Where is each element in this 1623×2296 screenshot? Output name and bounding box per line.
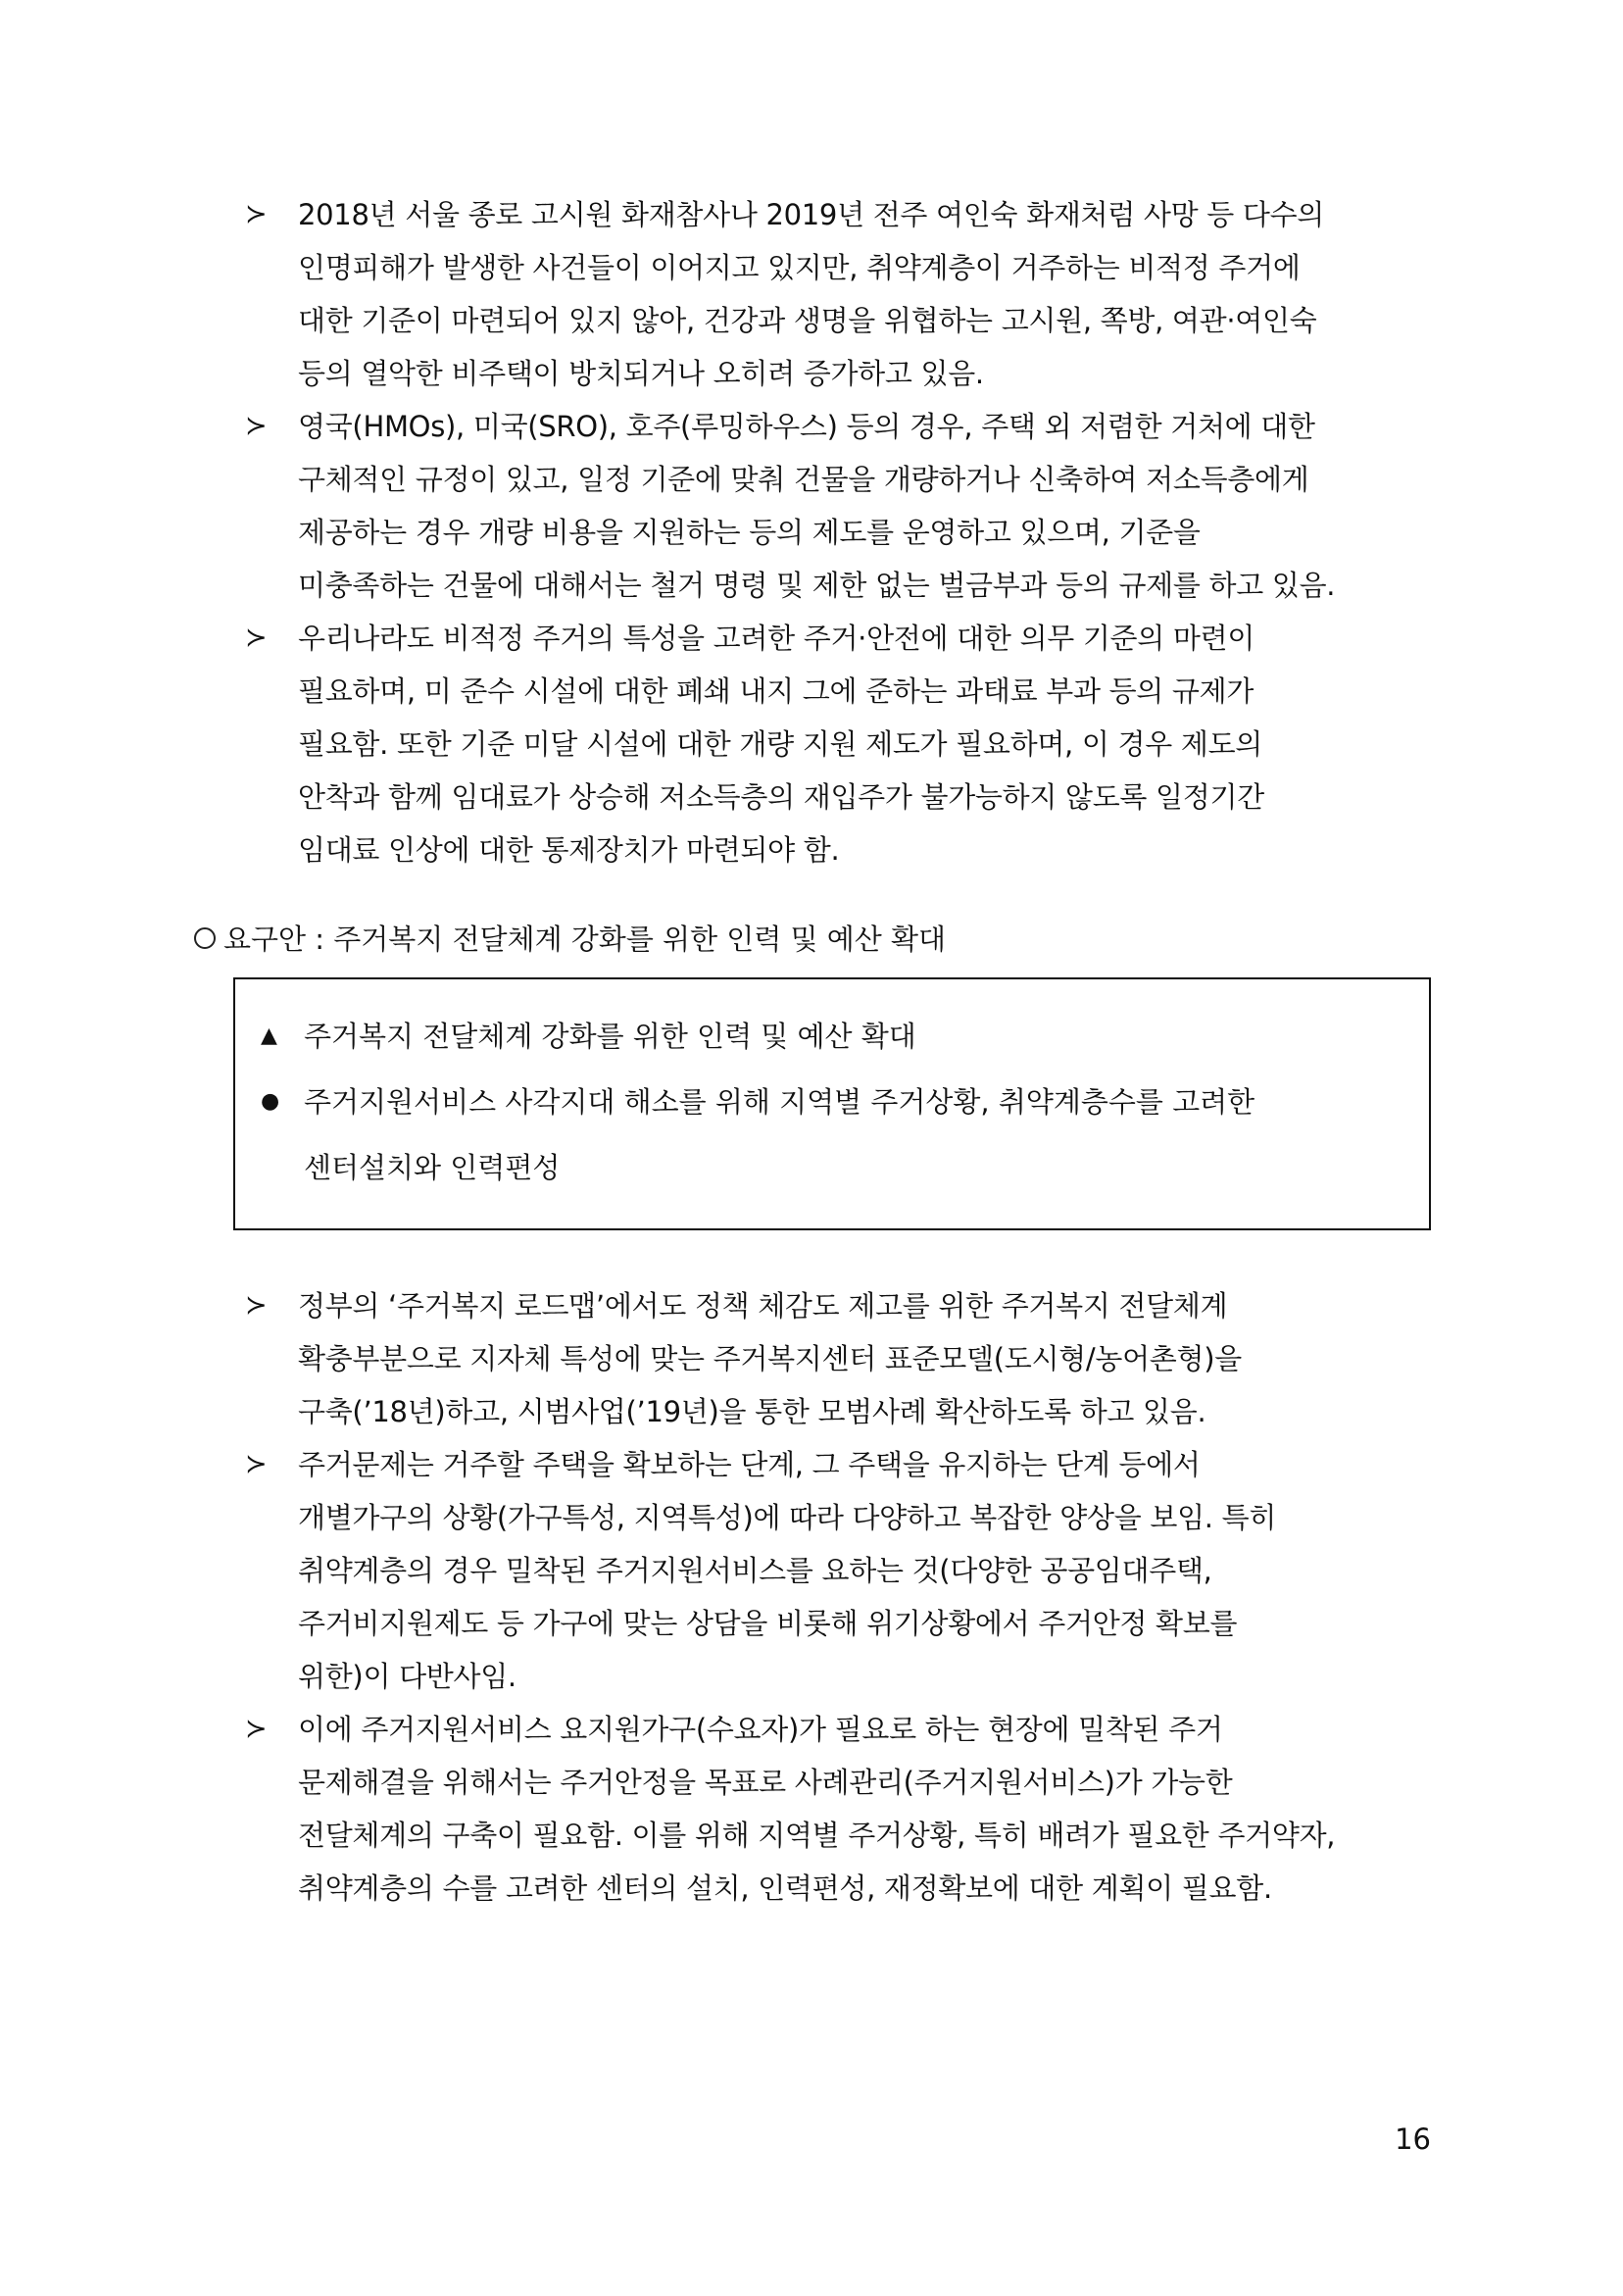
bullet-line: 안착과 함께 임대료가 상승해 저소득층의 재입주가 불가능하지 않도록 일정기간 bbox=[298, 780, 1264, 814]
bullet-line: 우리나라도 비적정 주거의 특성을 고려한 주거·안전에 대한 의무 기준의 마련이 bbox=[298, 622, 1255, 655]
bullet-item bbox=[245, 612, 1451, 876]
box-text: 센터설치와 인력편성 bbox=[304, 1151, 561, 1184]
bullet-item bbox=[245, 1279, 1451, 1438]
arrow-bullet-icon: ≻ bbox=[245, 623, 268, 653]
bullet-line: 제공하는 경우 개량 비용을 지원하는 등의 제도를 운영하고 있으며, 기준을 bbox=[298, 516, 1201, 549]
arrow-bullet-icon: ≻ bbox=[245, 1714, 268, 1744]
box-text: 주거지원서비스 사각지대 해소를 위해 지역별 주거상황, 취약계층수를 고려한 bbox=[304, 1085, 1255, 1119]
bullet-line: 인명피해가 발생한 사건들이 이어지고 있지만, 취약계층이 거주하는 비적정 주거에 bbox=[298, 251, 1301, 284]
bullet-line: 취약계층의 수를 고려한 센터의 설치, 인력편성, 재정확보에 대한 계획이 필요함. bbox=[298, 1872, 1272, 1905]
arrow-bullet-icon: ≻ bbox=[245, 411, 268, 441]
triangle-icon: ▲ bbox=[261, 1023, 277, 1048]
bullet-line: 등의 열악한 비주택이 방치되거나 오히려 증가하고 있음. bbox=[298, 357, 984, 390]
box-line-1 bbox=[261, 1017, 916, 1056]
page-number: 16 bbox=[1395, 2122, 1431, 2156]
box-line-3 bbox=[304, 1148, 560, 1187]
arrow-bullet-icon: ≻ bbox=[245, 1290, 268, 1321]
bullet-item bbox=[245, 188, 1451, 400]
arrow-bullet-icon: ≻ bbox=[245, 1449, 268, 1479]
bullet-line: 구체적인 규정이 있고, 일정 기준에 맞춰 건물을 개량하거나 신축하여 저소득층에게 bbox=[298, 463, 1309, 496]
summary-box bbox=[233, 977, 1431, 1230]
box-text: 주거복지 전달체계 강화를 위한 인력 및 예산 확대 bbox=[304, 1020, 916, 1053]
bullet-line: 필요하며, 미 준수 시설에 대한 폐쇄 내지 그에 준하는 과태료 부과 등의 규제가 bbox=[298, 674, 1254, 708]
bullet-line: 이에 주거지원서비스 요지원가구(수요자)가 필요로 하는 현장에 밀착된 주거 bbox=[298, 1713, 1223, 1746]
bullet-line: 필요함. 또한 기준 미달 시설에 대한 개량 지원 제도가 필요하며, 이 경우 제도의 bbox=[298, 727, 1262, 761]
section-1-bullets bbox=[245, 188, 1451, 876]
bullet-line: 대한 기준이 마련되어 있지 않아, 건강과 생명을 위협하는 고시원, 쪽방, 여관·여인숙 bbox=[298, 304, 1317, 337]
bullet-line: 취약계층의 경우 밀착된 주거지원서비스를 요하는 것(다양한 공공임대주택, bbox=[298, 1554, 1212, 1587]
bullet-line: 확충부분으로 지자체 특성에 맞는 주거복지센터 표준모델(도시형/농어촌형)을 bbox=[298, 1342, 1242, 1375]
bullet-line: 문제해결을 위해서는 주거안정을 목표로 사례관리(주거지원서비스)가 가능한 bbox=[298, 1766, 1233, 1799]
bullet-line: 구축(’18년)하고, 시범사업(’19년)을 통한 모범사례 확산하도록 하고 있음. bbox=[298, 1395, 1206, 1428]
dot-icon: ● bbox=[261, 1089, 280, 1114]
bullet-line: 영국(HMOs), 미국(SRO), 호주(루밍하우스) 등의 경우, 주택 외 저렴한 거처에 대한 bbox=[298, 410, 1315, 443]
circle-bullet-icon bbox=[194, 927, 216, 949]
bullet-item bbox=[245, 1703, 1451, 1915]
bullet-line: 위한)이 다반사임. bbox=[298, 1660, 516, 1693]
request-label: 요구안 : 주거복지 전달체계 강화를 위한 인력 및 예산 확대 bbox=[223, 923, 947, 956]
bullet-line: 2018년 서울 종로 고시원 화재참사나 2019년 전주 여인숙 화재처럼 사망 등 다수의 bbox=[298, 198, 1325, 231]
bullet-line: 미충족하는 건물에 대해서는 철거 명령 및 제한 없는 벌금부과 등의 규제를 하고 있음. bbox=[298, 569, 1336, 602]
bullet-line: 정부의 ‘주거복지 로드맵’에서도 정책 체감도 제고를 위한 주거복지 전달체계 bbox=[298, 1289, 1228, 1323]
bullet-line: 주거비지원제도 등 가구에 맞는 상담을 비롯해 위기상황에서 주거안정 확보를 bbox=[298, 1607, 1238, 1640]
bullet-item bbox=[245, 400, 1451, 612]
section-2-bullets bbox=[245, 1279, 1451, 1915]
bullet-line: 임대료 인상에 대한 통제장치가 마련되야 함. bbox=[298, 833, 840, 867]
bullet-line: 개별가구의 상황(가구특성, 지역특성)에 따라 다양하고 복잡한 양상을 보임. 특히 bbox=[298, 1501, 1277, 1534]
bullet-item bbox=[245, 1438, 1451, 1703]
bullet-line: 전달체계의 구축이 필요함. 이를 위해 지역별 주거상황, 특히 배려가 필요한 주거약자, bbox=[298, 1819, 1336, 1852]
request-heading bbox=[194, 918, 946, 961]
arrow-bullet-icon: ≻ bbox=[245, 199, 268, 229]
box-line-2 bbox=[261, 1082, 1255, 1122]
bullet-line: 주거문제는 거주할 주택을 확보하는 단계, 그 주택을 유지하는 단계 등에서 bbox=[298, 1448, 1201, 1481]
